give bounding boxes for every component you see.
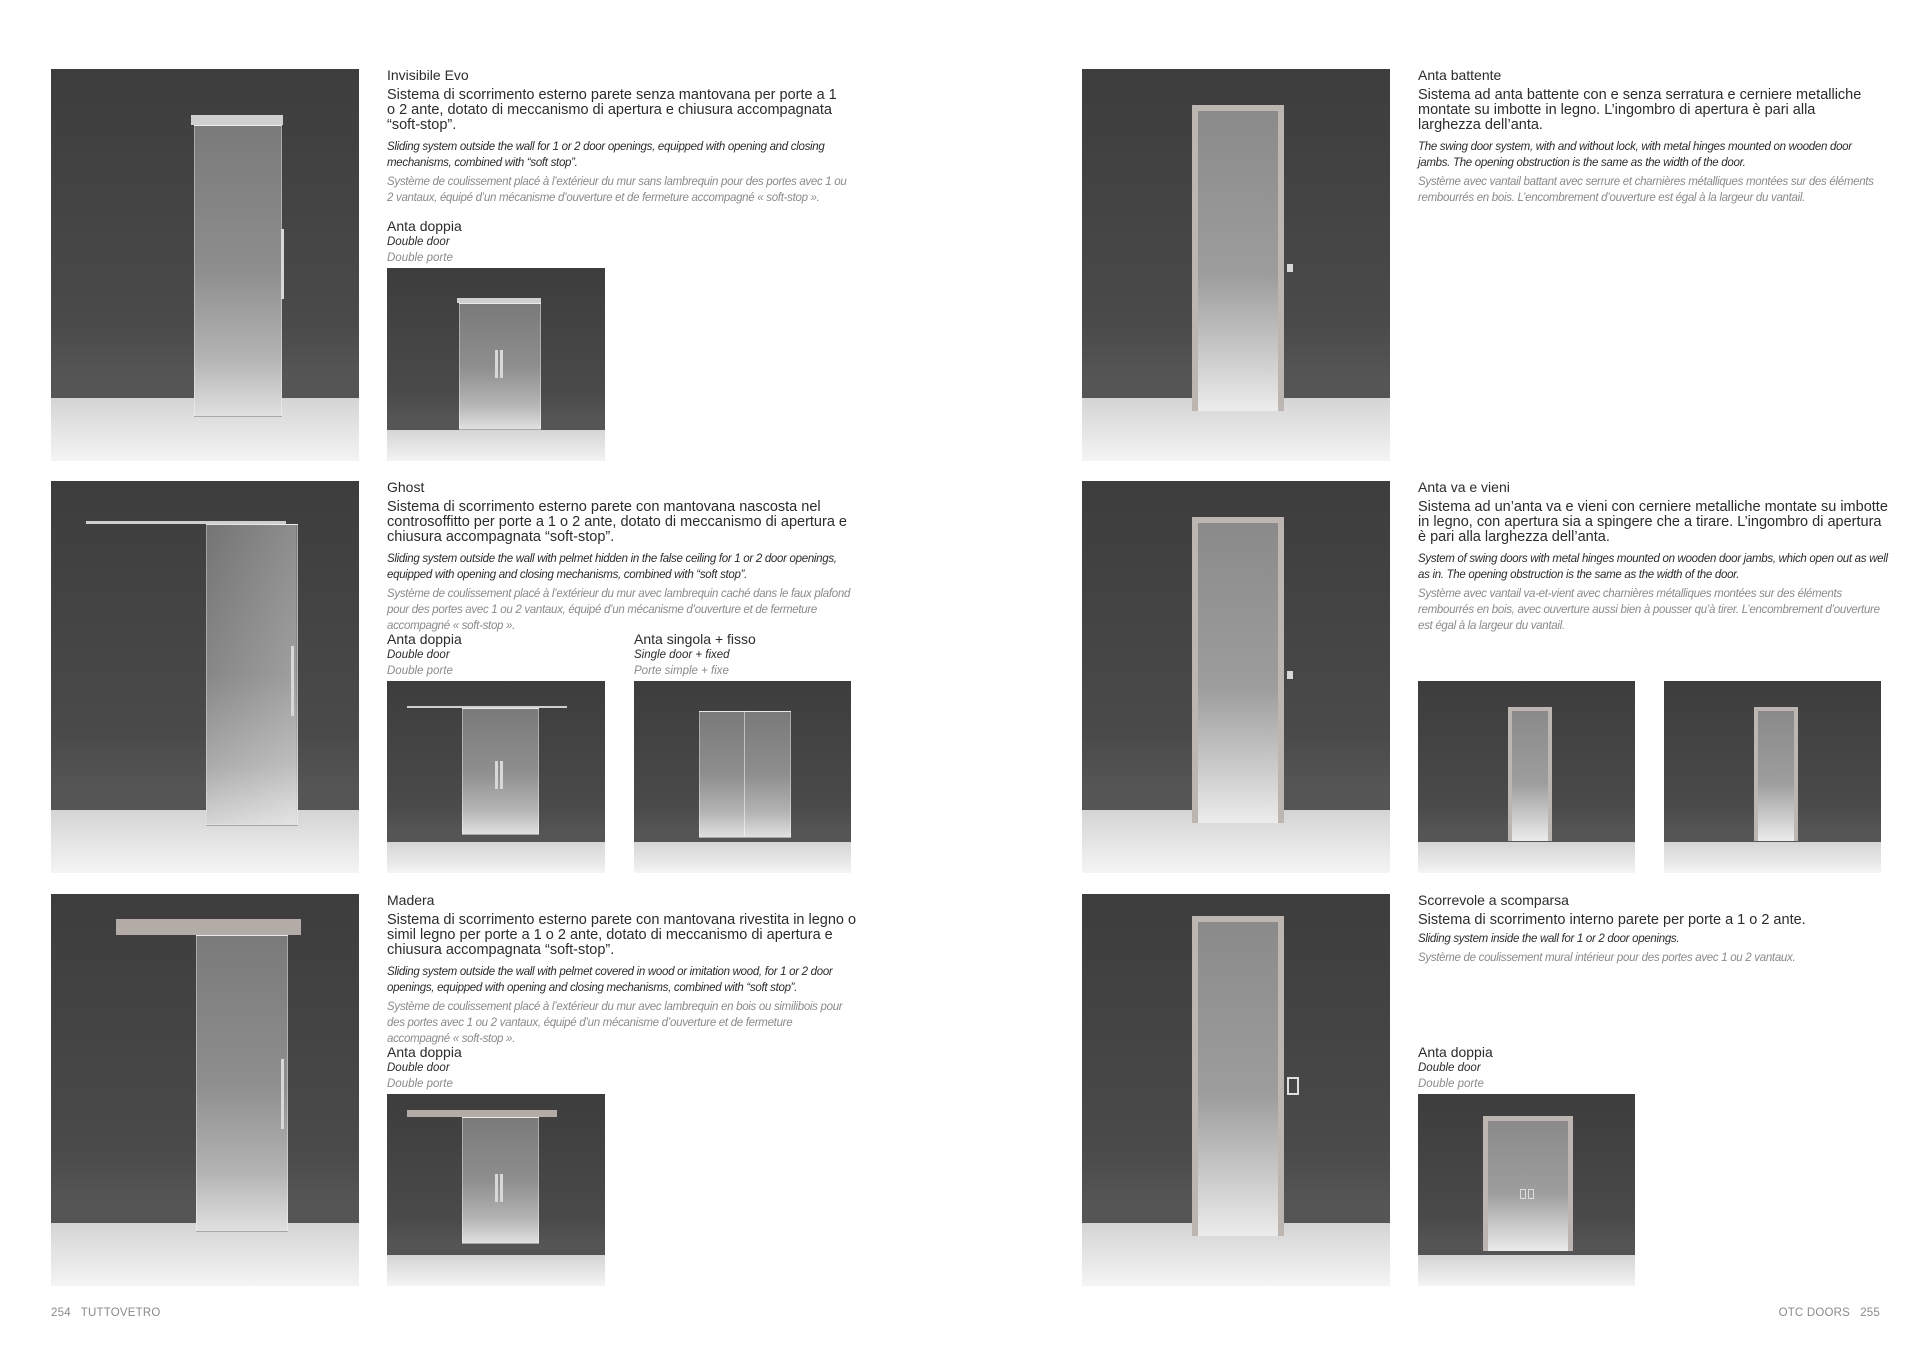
variant-fr: Double porte bbox=[387, 252, 453, 264]
description-it: Sistema di scorrimento esterno parete con mantovana rivestita in legno o simil legno per porte a 1 o 2 ante, dotato di meccanismo di apertura e chiusura accompagnata “soft-stop”. bbox=[387, 912, 857, 958]
variant-label bbox=[634, 631, 756, 679]
variant-en: Double door bbox=[387, 1062, 450, 1074]
variant-en: Single door + fixed bbox=[634, 649, 730, 661]
variant-en: Double door bbox=[387, 236, 450, 248]
invisibile-evo-photo bbox=[51, 69, 359, 461]
variant-photo bbox=[1418, 1094, 1635, 1286]
brand-name: TUTTOVETRO bbox=[80, 1307, 161, 1319]
brand-name: OTC DOORS bbox=[1778, 1307, 1851, 1319]
description-en: Sliding system inside the wall for 1 or 2 door openings. bbox=[1418, 933, 1680, 945]
variant-it: Anta doppia bbox=[387, 218, 462, 234]
variant-label bbox=[1418, 1044, 1493, 1092]
variant-fr: Porte simple + fixe bbox=[634, 665, 729, 677]
detail-photo bbox=[1418, 681, 1635, 873]
variant-fr: Double porte bbox=[1418, 1078, 1484, 1090]
description-fr: Système de coulissement placé à l’extérieur du mur avec lambrequin en bois ou similibois pour des portes avec 1 ou 2 vantaux, équipé d’un mécanisme d’ouverture et de fermeture accompagné « soft-stop ». bbox=[387, 1001, 843, 1045]
section-title: Anta battente bbox=[1418, 67, 1502, 83]
variant-en: Double door bbox=[387, 649, 450, 661]
variant-photo bbox=[634, 681, 851, 873]
scorrevole-photo bbox=[1082, 894, 1390, 1286]
detail-photo bbox=[1664, 681, 1881, 873]
variant-it: Anta singola + fisso bbox=[634, 631, 756, 647]
variant-label bbox=[387, 1044, 462, 1092]
description-it: Sistema di scorrimento esterno parete senza mantovana per porte a 1 o 2 ante, dotato di meccanismo di apertura e chiusura accompagnata “soft-stop”. bbox=[387, 87, 837, 133]
anta-battente-photo bbox=[1082, 69, 1390, 461]
variant-fr: Double porte bbox=[387, 1078, 453, 1090]
description-en: Sliding system outside the wall with pelmet covered in wood or imitation wood, for 1 or 2 door openings, equipped with opening and closing mechanisms, combined with “soft stop”. bbox=[387, 966, 833, 994]
section-title: Scorrevole a scomparsa bbox=[1418, 892, 1569, 908]
description-it: Sistema di scorrimento esterno parete con mantovana nascosta nel controsoffitto per porte a 1 o 2 ante, dotato di meccanismo di apertura e chiusura accompagnata “soft-stop”. bbox=[387, 499, 847, 545]
description-fr: Système de coulissement placé à l’extérieur du mur sans lambrequin pour des portes avec 1 ou 2 vantaux, équipé d’un mécanisme d’ouverture et de fermeture accompagné « soft-stop ». bbox=[387, 176, 847, 204]
variant-en: Double door bbox=[1418, 1062, 1481, 1074]
variant-label bbox=[387, 631, 462, 679]
variant-it: Anta doppia bbox=[387, 631, 462, 647]
description-en: Sliding system outside the wall for 1 or 2 door openings, equipped with opening and closing mechanisms, combined with “soft stop”. bbox=[387, 141, 825, 169]
description-en: The swing door system, with and without lock, with metal hinges mounted on wooden door jambs. The opening obstruction is the same as the width of the door. bbox=[1418, 141, 1852, 169]
variant-photo bbox=[387, 268, 605, 461]
description-it: Sistema ad un’anta va e vieni con cerniere metalliche montate su imbotte in legno, con apertura sia a spingere che a tirare. L’ingombro di apertura è pari alla larghezza dell’anta. bbox=[1418, 499, 1888, 545]
section-title: Anta va e vieni bbox=[1418, 479, 1510, 495]
variant-it: Anta doppia bbox=[387, 1044, 462, 1060]
section-title: Ghost bbox=[387, 479, 425, 495]
anta-va-e-vieni-photo bbox=[1082, 481, 1390, 873]
description-en: System of swing doors with metal hinges mounted on wooden door jambs, which open out as well as in. The opening obstruction is the same as the width of the door. bbox=[1418, 553, 1888, 581]
page-number: 255 bbox=[1860, 1307, 1880, 1319]
variant-it: Anta doppia bbox=[1418, 1044, 1493, 1060]
madera-photo bbox=[51, 894, 359, 1286]
variant-label bbox=[387, 218, 462, 266]
description-en: Sliding system outside the wall with pelmet hidden in the false ceiling for 1 or 2 door openings, equipped with opening and closing mechanisms, combined with “soft stop”. bbox=[387, 553, 837, 581]
description-fr: Système de coulissement placé à l’extérieur du mur avec lambrequin caché dans le faux plafond pour des portes avec 1 ou 2 vantaux, équipé d’un mécanisme d’ouverture et de fermeture accompagné « soft-stop ». bbox=[387, 588, 851, 632]
description-fr: Système avec vantail va-et-vient avec charnières métalliques montées sur des éléments rembourrés en bois, avec ouverture aussi bien à pousser qu’à tirer. L’encombrement d’ouverture est égal à la largeur du vantail. bbox=[1418, 588, 1880, 632]
section-title: Invisibile Evo bbox=[387, 67, 469, 83]
variant-photo bbox=[387, 1094, 605, 1286]
description-it: Sistema ad anta battente con e senza serratura e cerniere metalliche montate su imbotte in legno. L’ingombro di apertura è pari alla larghezza dell’anta. bbox=[1418, 87, 1862, 133]
page-number: 254 bbox=[51, 1307, 71, 1319]
description-fr: Système avec vantail battant avec serrure et charnières métalliques montées sur des éléments rembourrés en bois. L’encombrement d’ouverture est égal à la largeur du vantail. bbox=[1418, 176, 1874, 204]
section-title: Madera bbox=[387, 892, 435, 908]
footer-left bbox=[51, 1307, 161, 1319]
variant-photo bbox=[387, 681, 605, 873]
variant-fr: Double porte bbox=[387, 665, 453, 677]
ghost-photo bbox=[51, 481, 359, 873]
description-it: Sistema di scorrimento interno parete per porte a 1 o 2 ante. bbox=[1418, 912, 1806, 928]
description-fr: Système de coulissement mural intérieur pour des portes avec 1 ou 2 vantaux. bbox=[1418, 952, 1796, 964]
footer-right bbox=[1740, 1307, 1880, 1319]
